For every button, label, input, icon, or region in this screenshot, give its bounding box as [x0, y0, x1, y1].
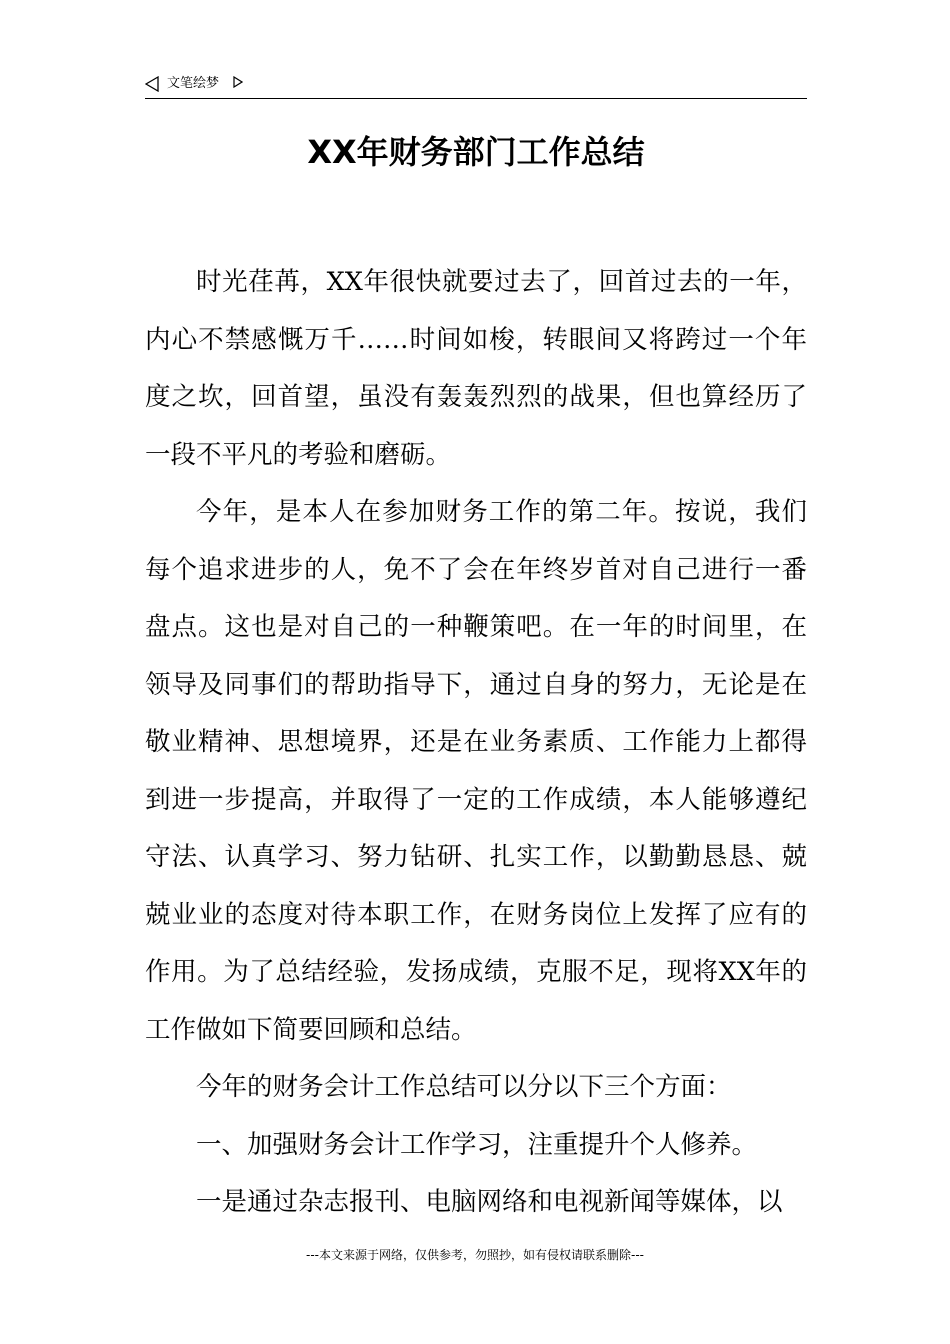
- triangle-right-icon: [233, 76, 243, 88]
- header-brand: 文笔绘梦: [167, 76, 220, 91]
- paragraph: 一是通过杂志报刊、电脑网络和电视新闻等媒体，以: [196, 1187, 783, 1217]
- paragraph: 今年，是本人在参加财务工作的第二年。按说，我们每个追求进步的人，免不了会在年终岁首对自己进行一番盘点。这也是对自己的一种鞭策吧。在一年的时间里，在领导及同事们的帮助指导下，通过自身的努力，无论是在敬业精神、思想境界，还是在业务素质、工作能力上都得到进一步提高，并取得了一定的工作成绩，本人能够遵纪守法、认真学习、努力钻研、扎实工作，以勤勤恳恳、兢兢业业的态度对待本职工作，在财务岗位上发挥了应有的作用。为了总结经验，发扬成绩，克服不足，现将XX年的工作做如下简要回顾和总结。: [145, 497, 807, 1045]
- paragraph: 一、加强财务会计工作学习，注重提升个人修养。: [196, 1129, 758, 1160]
- triangle-left-icon: [145, 76, 159, 92]
- footer-notice: ---本文来源于网络，仅供参考，勿照抄，如有侵权请联系删除---: [306, 1248, 644, 1262]
- document-title: XX年财务部门工作总结: [307, 133, 645, 171]
- document-body: [145, 254, 807, 1232]
- paragraph: 今年的财务会计工作总结可以分以下三个方面：: [196, 1072, 732, 1102]
- page-header: [145, 72, 807, 99]
- paragraph: 时光荏苒，XX年很快就要过去了，回首过去的一年，内心不禁感慨万千……时间如梭，转眼间又将跨过一个年度之坎，回首望，虽没有轰轰烈烈的战果，但也算经历了一段不平凡的考验和磨砺。: [145, 267, 807, 470]
